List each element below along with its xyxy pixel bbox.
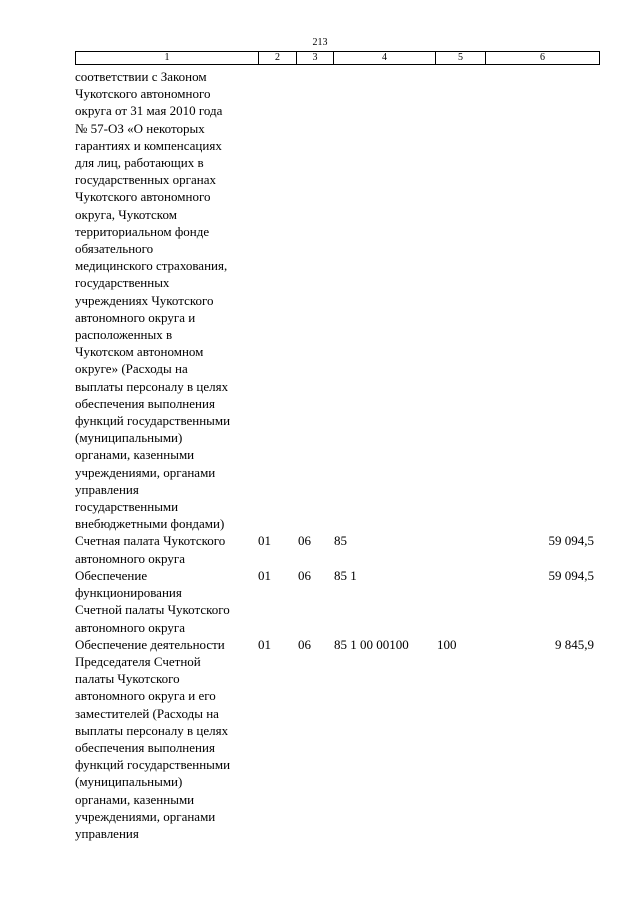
amount: 59 094,5 (548, 567, 594, 583)
description-line: Счетная палата Чукотского (75, 533, 226, 549)
description-line: функционирования (75, 585, 182, 601)
description-line: органами, казенными (75, 791, 195, 807)
row-description (75, 532, 265, 566)
page-number: 213 (312, 37, 328, 48)
description-line: обеспечения выполнения (75, 739, 215, 755)
section-code: 01 (258, 567, 271, 583)
header-col-3: 3 (297, 52, 334, 65)
description-line: Чукотского автономного (75, 86, 211, 102)
table-row (75, 567, 600, 636)
description-line: государственных органах (75, 172, 217, 188)
description-line: округа от 31 мая 2010 года (75, 103, 223, 119)
subsection-code: 06 (298, 567, 311, 583)
description-line: учреждениях Чукотского (75, 292, 214, 308)
description-line: выплаты персоналу в целях (75, 722, 229, 738)
description-line: гарантиях и компенсациях (75, 137, 222, 153)
amount: 9 845,9 (555, 636, 594, 652)
expense-type-code: 100 (437, 636, 457, 652)
description-line: государственных (75, 275, 170, 291)
header-col-1: 1 (76, 52, 259, 65)
table-row (75, 636, 600, 842)
description-line: выплаты персоналу в целях (75, 378, 229, 394)
description-line: Председателя Счетной (75, 653, 201, 669)
description-line: управления (75, 825, 139, 841)
section-code: 01 (258, 533, 271, 549)
description-line: Обеспечение (75, 567, 148, 583)
description-line: функций государственными (75, 413, 231, 429)
table-row (75, 532, 600, 566)
description-line: автономного округа (75, 619, 185, 635)
column-number-header (75, 51, 600, 65)
description-line: № 57-ОЗ «О некоторых (75, 120, 205, 136)
row-description (75, 636, 265, 842)
header-col-6: 6 (486, 52, 600, 65)
description-line: Чукотского автономного (75, 189, 211, 205)
row-description (75, 68, 265, 532)
description-line: заместителей (Расходы на (75, 705, 219, 721)
description-line: функций государственными (75, 757, 231, 773)
description-line: округе» (Расходы на (75, 361, 188, 377)
description-line: учреждениями, органами (75, 808, 216, 824)
description-line: автономного округа (75, 550, 185, 566)
description-line: Обеспечение деятельности (75, 636, 225, 652)
target-article-code: 85 1 00 00100 (334, 636, 409, 652)
header-col-4: 4 (334, 52, 436, 65)
description-line: Чукотском автономном (75, 344, 204, 360)
header-col-5: 5 (436, 52, 486, 65)
table-row (75, 68, 600, 532)
section-code: 01 (258, 636, 271, 652)
description-line: территориальном фонде (75, 223, 210, 239)
target-article-code: 85 (334, 533, 347, 549)
subsection-code: 06 (298, 533, 311, 549)
description-line: органами, казенными (75, 447, 195, 463)
description-line: Счетной палаты Чукотского (75, 602, 230, 618)
subsection-code: 06 (298, 636, 311, 652)
description-line: соответствии с Законом (75, 69, 207, 84)
budget-table-body (75, 68, 600, 842)
row-description (75, 567, 265, 636)
description-line: медицинского страхования, (75, 258, 228, 274)
header-col-2: 2 (259, 52, 297, 65)
description-line: управления (75, 481, 139, 497)
description-line: палаты Чукотского (75, 671, 180, 687)
description-line: расположенных в (75, 327, 173, 343)
target-article-code: 85 1 (334, 567, 357, 583)
description-line: учреждениями, органами (75, 464, 216, 480)
description-line: (муниципальными) (75, 774, 183, 790)
description-line: автономного округа и его (75, 688, 216, 704)
description-line: для лиц, работающих в (75, 155, 204, 171)
description-line: округа, Чукотском (75, 206, 177, 222)
description-line: автономного округа и (75, 309, 196, 325)
amount: 59 094,5 (548, 533, 594, 549)
description-line: обязательного (75, 241, 154, 257)
description-line: государственными (75, 499, 179, 515)
description-line: (муниципальными) (75, 430, 183, 446)
description-line: обеспечения выполнения (75, 395, 215, 411)
description-line: внебюджетными фондами) (75, 516, 225, 532)
